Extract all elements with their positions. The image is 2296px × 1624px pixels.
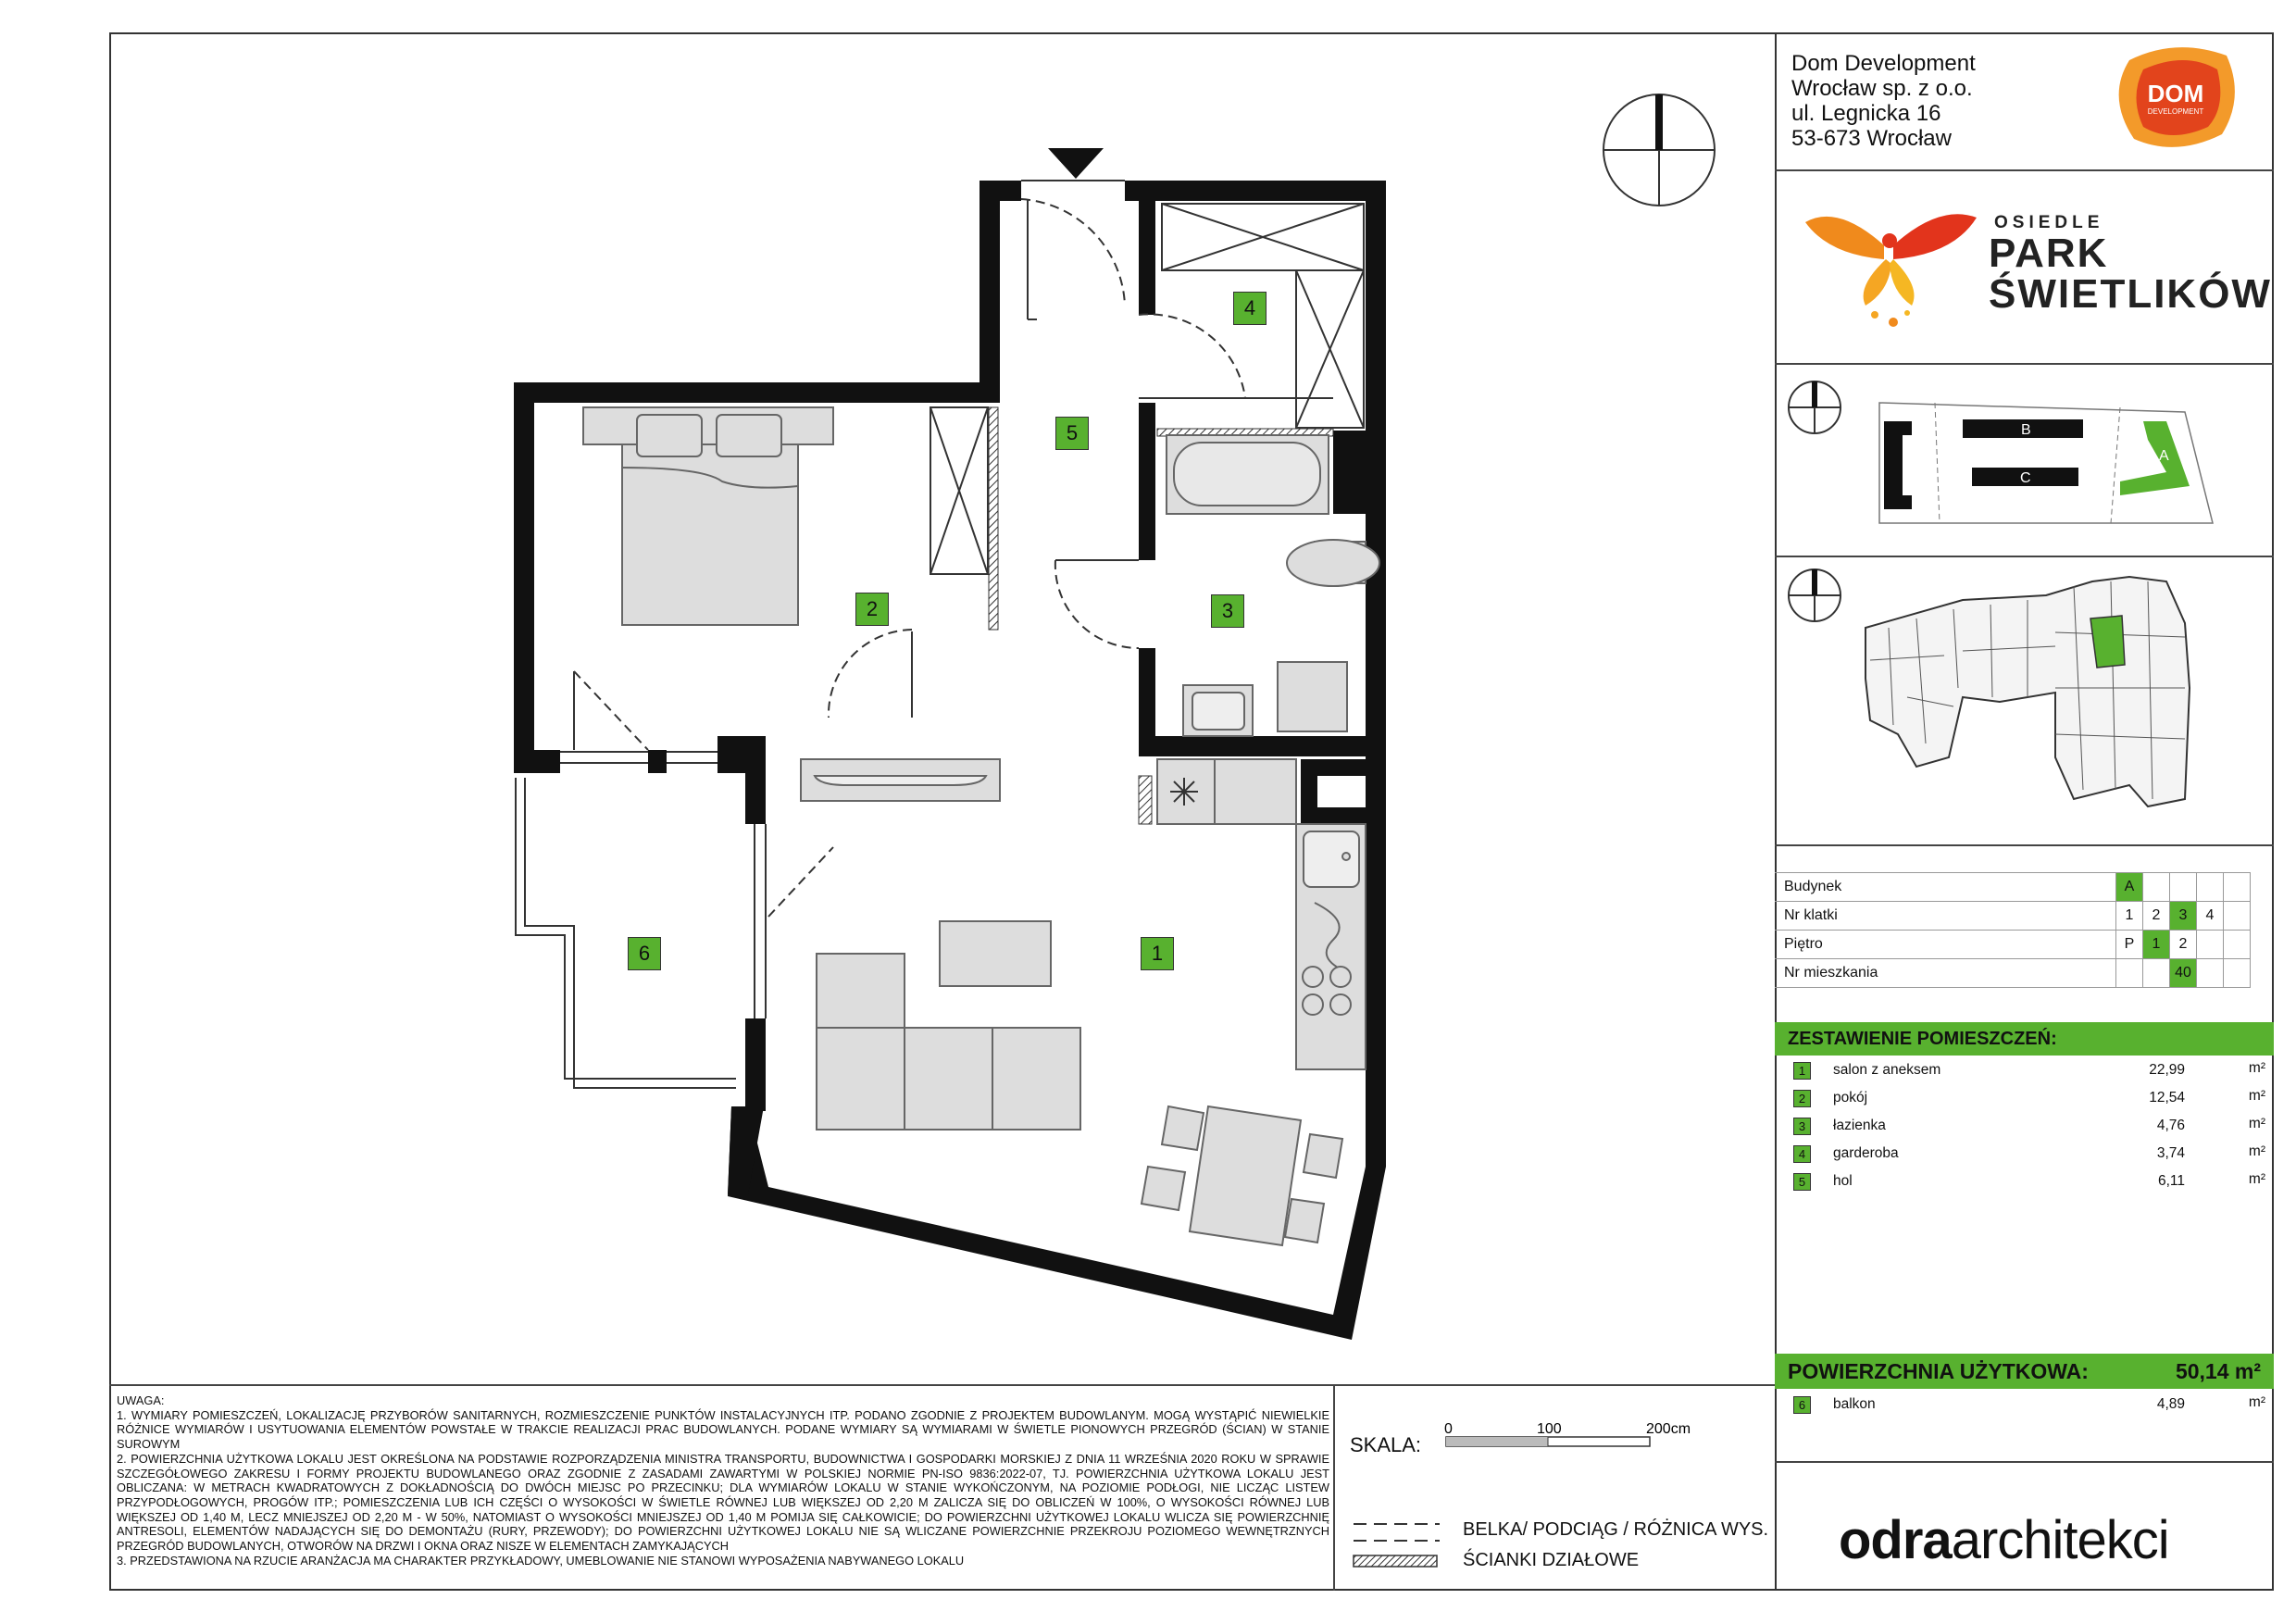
divider: [1775, 1461, 2274, 1463]
entrance-arrow-icon: [1048, 148, 1104, 179]
beam-legend-icon: [1352, 1518, 1444, 1546]
staircase-row: [1775, 902, 2251, 931]
partition-legend-label: ŚCIANKI DZIAŁOWE: [1463, 1550, 1640, 1570]
balcony-row: 6 balkon 4,89 m²: [1793, 1394, 2265, 1417]
note-item: 1. WYMIARY POMIESZCZEŃ, LOKALIZACJĘ PRZYBORÓW SANITARNYCH, ROZMIESZCZENIE PUNKTÓW INSTALACYJNYCH ITP. PODANO ZGODNIE Z PROJEKTEM BUDOWLANYM. MOGĄ WYSTĄPIĆ NIEWIELKIE RÓŻNICE WYMIARÓW I USYTUOWANIA ELEMENTÓW POWSTAŁE W TRAKCIE REALIZACJI PRAC BUDOWLANYCH. PODANE WYMIARY SĄ WYMIARAMI W ŚWIETLE PIONOWYCH PRZEGRÓD (ŚCIAN) W STANIE SUROWYM: [117, 1407, 1329, 1452]
company-city: 53-673 Wrocław: [1791, 126, 1952, 151]
company-address: [1791, 51, 1976, 151]
floor-option: 2: [2170, 931, 2197, 959]
room-row: 1 salon z aneksem 22,99 m²: [1793, 1060, 2265, 1082]
plan-label-room-4: 4: [1233, 292, 1267, 325]
staircase-option: 1: [2116, 902, 2143, 931]
divider: [1775, 844, 2274, 846]
flat-info-table: [1775, 872, 2251, 988]
compass-icon: [1603, 94, 1715, 206]
site-plan: [1778, 366, 2274, 556]
room-row: 2 pokój 12,54 m²: [1793, 1088, 2265, 1110]
compass-icon: [1789, 569, 1841, 621]
plan-label-room-3: 3: [1211, 594, 1244, 628]
room-row: 5 hol 6,11 m²: [1793, 1171, 2265, 1193]
extractor-fan-icon: [1170, 778, 1198, 806]
divider: [1775, 556, 2274, 557]
usable-area-label: POWIERZCHNIA UŻYTKOWA:: [1788, 1359, 2089, 1383]
plan-label-room-1: 1: [1141, 937, 1174, 970]
rooms-header: ZESTAWIENIE POMIESZCZEŃ:: [1775, 1022, 2274, 1056]
usable-area-value: 50,14 m²: [2175, 1359, 2261, 1383]
staircase-label: Nr klatki: [1775, 902, 2116, 931]
svg-text:DOM: DOM: [2147, 80, 2204, 107]
svg-text:B: B: [2021, 422, 2031, 438]
svg-text:C: C: [2020, 470, 2031, 486]
notes: [117, 1393, 1329, 1568]
building-key-plan: [1778, 558, 2274, 843]
divider: [1775, 363, 2274, 365]
company-street: ul. Legnicka 16: [1791, 101, 1941, 126]
svg-text:0: 0: [1444, 1421, 1453, 1437]
floor-plan: [109, 32, 1775, 1384]
svg-text:A: A: [2159, 448, 2169, 464]
divider: [1333, 1384, 1335, 1591]
building-value: A: [2116, 873, 2143, 902]
note-item: 2. POWIERZCHNIA UŻYTKOWA LOKALU JEST OKREŚLONA NA PODSTAWIE ROZPORZĄDZENIA MINISTRA TRANSPORTU, BUDOWNICTWA I GOSPODARKI MORSKIEJ Z DNIA 11 WRZEŚNIA 2020 ROKU W SPRAWIE SZCZEGÓŁOWEGO ZAKRESU I FORMY PROJEKTU BUDOWLANEGO ORAZ ZGODNIE Z ZASADAMI ZAWARTYMI W POLSKIEJ NORMIE PN-ISO 9836:2022-07, TJ. POWIERZCHNIA UŻYTKOWA LOKALU JEST OBLICZANA: W METRACH KWADRATOWYCH Z DOKŁADNOŚCIĄ DO DWÓCH MIEJSC PO PRZECINKU; DLA WYMIARÓW LOKALU W STANIE WYKOŃCZONYM, NA POZIOMIE PODŁOGI, NIE LICZĄC LISTEW PRZYPODŁOGOWYCH, PROGÓW ITP.; POMIESZCZENIA LUB ICH CZĘŚCI O WYSOKOŚCI W ŚWIETLE RÓWNEJ LUB WIĘKSZEJ OD 2,20 M ZALICZA SIĘ DO OBLICZEŃ W 100%, O WYSOKOŚCI RÓWNEJ LUB WIĘKSZEJ OD 1,40 M, LECZ MNIEJSZEJ OD 2,20 M - W 50%, NATOMIAST O WYSOKOŚCI MNIEJSZEJ OD 1,40 M POMIJA SIĘ CAŁKOWICIE; DO POWIERZCHNI UŻYTKOWEJ LOKALU WLICZA SIĘ POWIERZCHNIĘ ANTRESOLI, ELEMENTÓW NADAJĄCYCH SIĘ DO DEMONTAŻU (RURY, PRZEWODY); DO POWIERZCHNI UŻYTKOWEJ LOKALU NIE SĄ WLICZANE POWIERZCHNIE PRZEKROJU POZIOMEGO WEWNĘTRZNYCH PRZEGRÓD BUDOWLANYCH, OTWORÓW NA DRZWI I OKNA ORAZ NISZE W ELEMENTACH ZAMYKAJĄCYCH: [117, 1451, 1329, 1554]
beam-legend-label: BELKA/ PODCIĄG / RÓŻNICA WYS.: [1463, 1519, 1769, 1540]
floor-row: [1775, 931, 2251, 959]
divider: [1775, 169, 2274, 171]
plan-label-room-2: 2: [855, 593, 889, 626]
floor-option: P: [2116, 931, 2143, 959]
staircase-option: 2: [2143, 902, 2170, 931]
company-name: Dom Development: [1791, 51, 1976, 76]
company-branch: Wrocław sp. z o.o.: [1791, 76, 1973, 101]
svg-text:DEVELOPMENT: DEVELOPMENT: [2147, 107, 2204, 116]
estate-name: [1989, 213, 2272, 315]
notes-title: UWAGA:: [117, 1393, 165, 1407]
note-item: 3. PRZEDSTAWIONA NA RZUCIE ARANŻACJA MA CHARAKTER PRZYKŁADOWY, UMEBLOWANIE NIE STANOWI WYPOSAŻENIA NABYWANEGO LOKALU: [117, 1553, 965, 1568]
flat-label: Nr mieszkania: [1775, 959, 2116, 988]
divider: [109, 1384, 1775, 1386]
dom-development-logo: [2111, 42, 2240, 153]
partition-legend-icon: [1352, 1553, 1444, 1571]
room-row: 3 łazienka 4,76 m²: [1793, 1116, 2265, 1138]
flat-row: [1775, 959, 2251, 988]
staircase-option: 4: [2197, 902, 2224, 931]
scale-label: SKALA:: [1350, 1433, 1422, 1456]
plan-label-room-6: 6: [628, 937, 661, 970]
svg-text:200cm: 200cm: [1646, 1421, 1691, 1437]
svg-text:100: 100: [1537, 1421, 1562, 1437]
compass-icon: [1789, 381, 1841, 433]
building-row: [1775, 873, 2251, 902]
usable-area-bar: [1775, 1354, 2274, 1389]
firefly-logo: [1801, 204, 1986, 333]
building-label: Budynek: [1775, 873, 2116, 902]
svg-text:D: D: [1905, 457, 1916, 473]
scale-bar: [1444, 1417, 1722, 1458]
estate-line2: ŚWIETLIKÓW: [1989, 271, 2272, 317]
staircase-option-selected: 3: [2170, 902, 2197, 931]
room-row: 4 garderoba 3,74 m²: [1793, 1143, 2265, 1166]
flat-number: 40: [2170, 959, 2197, 988]
plan-label-room-5: 5: [1055, 417, 1089, 450]
floor-option-selected: 1: [2143, 931, 2170, 959]
estate-prefix: OSIEDLE: [1994, 213, 2104, 232]
floor-label: Piętro: [1775, 931, 2116, 959]
architect-logo: odraarchitekci: [1839, 1510, 2169, 1570]
estate-line1: PARK: [1989, 231, 2109, 276]
